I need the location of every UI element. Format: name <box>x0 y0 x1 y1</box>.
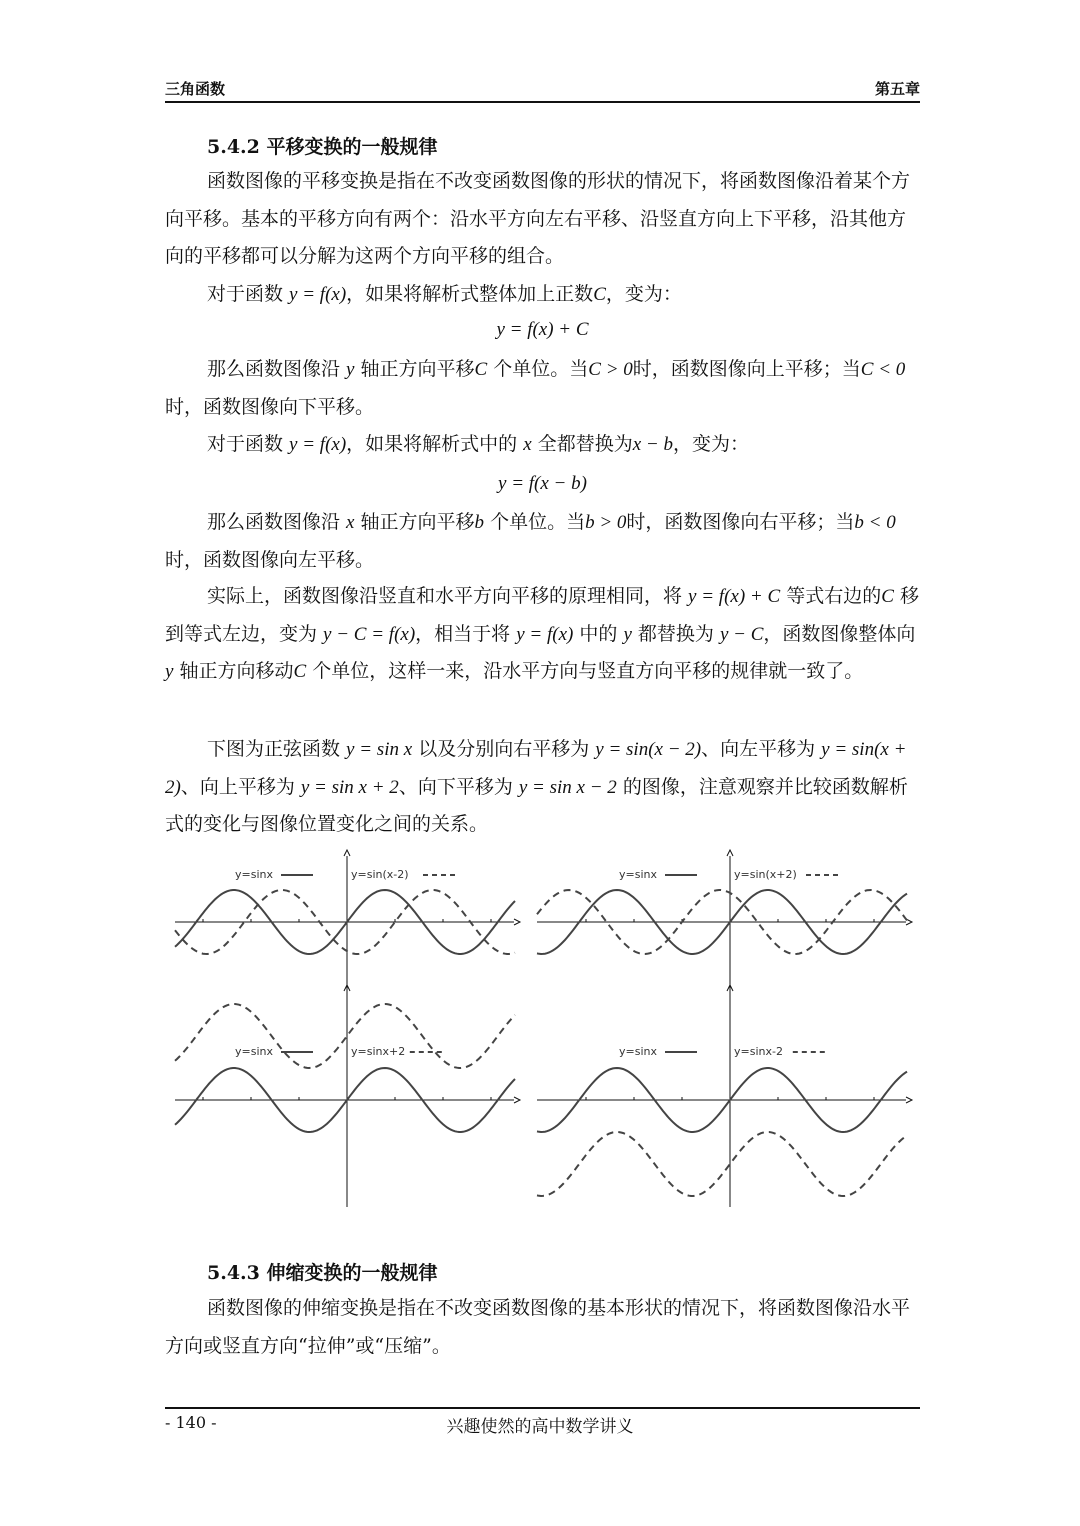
shifted-sine-curve <box>537 1132 907 1196</box>
shifted-sine-curve <box>175 1004 515 1068</box>
legend-base-label: y=sinx <box>235 1045 273 1058</box>
section-title-5-4-2: 5.4.2 平移变换的一般规律 <box>207 136 438 158</box>
footer-book-title: 兴趣使然的高中数学讲义 <box>446 1417 634 1437</box>
legend-base-label: y=sinx <box>619 1045 657 1058</box>
y-axis-arrow-icon <box>344 985 350 991</box>
header-rule <box>165 101 920 103</box>
legend-shifted-label: y=sinx+2 <box>351 1045 406 1058</box>
header-chapter-title: 三角函数 <box>165 80 226 98</box>
legend-base-label: y=sinx <box>235 868 273 881</box>
paragraph-vertical-shift-intro: 对于函数 y = f(x)，如果将解析式整体加上正数C，变为： <box>207 283 682 305</box>
x-axis-arrow-icon <box>514 1097 520 1103</box>
x-axis-arrow-icon <box>906 1097 912 1103</box>
y-axis-arrow-icon <box>727 850 733 856</box>
paragraph-scaling-intro: 函数图像的伸缩变换是指在不改变函数图像的基本形状的情况下，将函数图像沿水平方向或竖直方向“拉伸”或“压缩”。 <box>165 1297 911 1357</box>
y-axis-arrow-icon <box>344 850 350 856</box>
legend-base-label: y=sinx <box>619 868 657 881</box>
section-title-5-4-3: 5.4.3 伸缩变换的一般规律 <box>207 1262 438 1284</box>
header-chapter-number: 第五章 <box>874 80 920 98</box>
paragraph-intro: 函数图像的平移变换是指在不改变函数图像的形状的情况下，将函数图像沿着某个方向平移。基本的平移方向有两个：沿水平方向左右平移、沿竖直方向上下平移，沿其他方向的平移都可以分解为这两个方向平移的组合。 <box>165 170 911 267</box>
paragraph-horizontal-shift-rule: 那么函数图像沿 x 轴正方向平移b 个单位。当b > 0时，函数图像向右平移；当b < 0时，函数图像向左平移。 <box>165 511 896 571</box>
equation-vertical-shift: y = f(x) + C <box>496 319 589 340</box>
y-axis-arrow-icon <box>727 985 733 991</box>
graph-shift-right <box>175 850 520 1000</box>
legend-shifted-label: y=sin(x-2) <box>351 868 409 881</box>
legend-shifted-label: y=sinx-2 <box>734 1045 783 1058</box>
legend-shifted-label: y=sin(x+2) <box>734 868 797 881</box>
graph-shift-down <box>537 985 912 1210</box>
paragraph-unified-principle: 实际上，函数图像沿竖直和水平方向平移的原理相同，将 y = f(x) + C 等式右边的C 移到等式左边，变为 y − C = f(x)，相当于将 y = f(x) 中的 y 都替换为 y − C，函数图像整体向 y 轴正方向移动C 个单位，这样一来，沿水平方向与竖直方向平移的规律就一致了。 <box>165 585 919 682</box>
paragraph-horizontal-shift-intro: 对于函数 y = f(x)，如果将解析式中的 x 全都替换为x − b，变为： <box>207 433 749 455</box>
paragraph-vertical-shift-rule: 那么函数图像沿 y 轴正方向平移C 个单位。当C > 0时，函数图像向上平移；当C < 0时，函数图像向下平移。 <box>165 358 906 418</box>
footer-rule <box>165 1407 920 1409</box>
graph-shift-left <box>537 850 912 1000</box>
equation-horizontal-shift: y = f(x − b) <box>498 473 587 494</box>
graph-shift-up <box>175 985 520 1210</box>
footer-page-number: - 140 - <box>165 1413 217 1432</box>
paragraph-figure-caption: 下图为正弦函数 y = sin x 以及分别向右平移为 y = sin(x − 2)、向左平移为 y = sin(x + 2)、向上平移为 y = sin x + 2、向下平移为 y = sin x − 2 的图像，注意观察并比较函数解析式的变化与图像位置变化之间的关系。 <box>165 738 908 835</box>
x-axis-arrow-icon <box>514 919 520 925</box>
